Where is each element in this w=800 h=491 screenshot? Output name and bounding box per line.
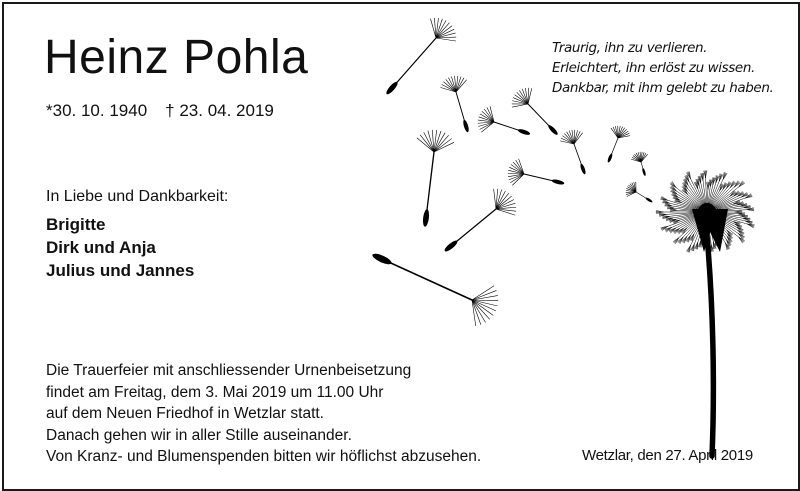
dandelion-stem <box>707 236 713 456</box>
quote-line: Traurig, ihn zu verlieren. <box>552 40 708 56</box>
flying-seed <box>560 130 586 175</box>
family-member: Brigitte <box>46 215 106 234</box>
flying-seed <box>478 106 531 136</box>
family-member: Dirk und Anja <box>46 238 156 257</box>
flying-seed <box>631 152 647 176</box>
deceased-name: Heinz Pohla <box>44 31 309 84</box>
dandelion-puff <box>656 171 754 255</box>
death-date: † 23. 04. 2019 <box>165 101 274 120</box>
family-intro: In Liebe und Dankbarkeit: <box>46 188 229 205</box>
dandelion-illustration <box>4 4 798 489</box>
quote-line: Erleichtert, ihn erlöst zu wissen. <box>552 60 755 76</box>
place-and-date: Wetzlar, den 27. April 2019 <box>582 447 753 464</box>
notice-line: findet am Freitag, dem 3. Mai 2019 um 11.00 Uhr <box>46 383 384 401</box>
quote-line: Dankbar, mit ihm gelebt zu haben. <box>552 80 774 96</box>
flying-seed <box>512 88 559 136</box>
notice-line: Die Trauerfeier mit anschliessender Urnenbeisetzung <box>46 362 412 379</box>
flying-seed <box>443 189 516 253</box>
obituary-card <box>2 2 800 491</box>
birth-date: *30. 10. 1940 <box>46 101 148 120</box>
flying-seed <box>371 252 498 326</box>
notice-line: auf dem Neuen Friedhof in Wetzlar statt. <box>46 405 324 422</box>
flying-seed <box>607 126 630 163</box>
flying-seed <box>508 159 565 186</box>
flying-seeds <box>371 18 653 326</box>
flying-seed <box>626 182 653 203</box>
flying-seed <box>385 18 456 96</box>
flying-seed <box>441 76 470 133</box>
family-member: Julius und Jannes <box>46 261 195 280</box>
notice-line: Von Kranz- und Blumenspenden bitten wir höflichst abzusehen. <box>46 448 482 465</box>
notice-line: Danach gehen wir in aller Stille auseinander. <box>46 426 352 444</box>
flying-seed <box>417 130 454 227</box>
